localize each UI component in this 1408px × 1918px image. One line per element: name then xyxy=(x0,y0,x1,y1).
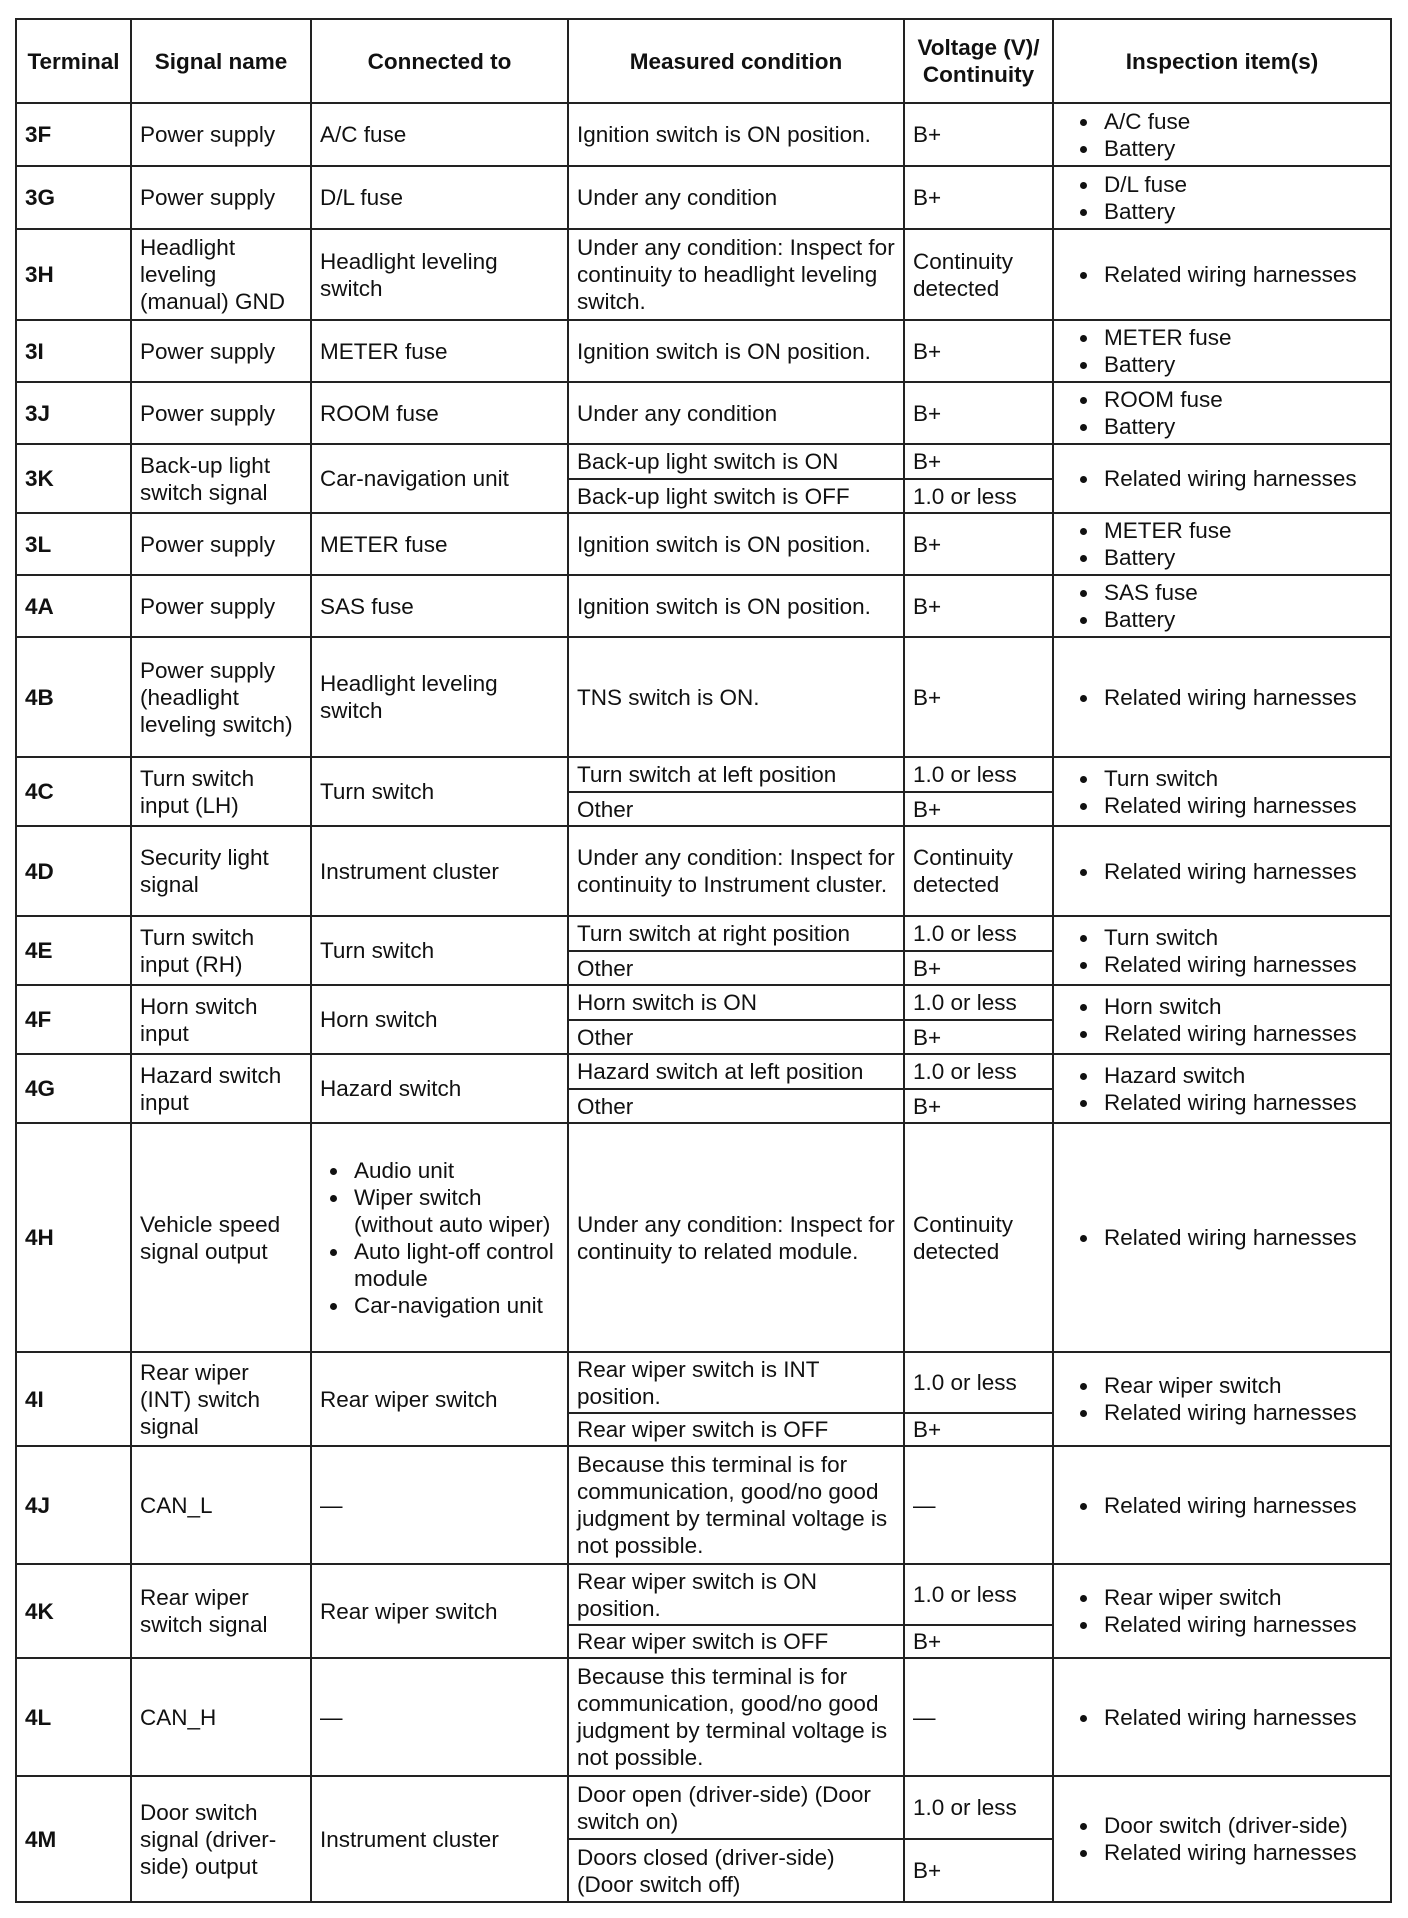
table-row xyxy=(16,1054,1391,1089)
inspection-item: • Related wiring harnesses xyxy=(1100,951,1384,978)
voltage-cell: 1.0 or less xyxy=(904,1564,1053,1625)
terminal-cell: 3G xyxy=(16,166,131,229)
table-row xyxy=(16,513,1391,575)
signal-name-cell: Power supply xyxy=(131,166,311,229)
connected-to-cell: Turn switch xyxy=(311,916,568,985)
inspection-cell xyxy=(1053,575,1391,637)
signal-name-cell: CAN_L xyxy=(131,1446,311,1564)
inspection-item: • Related wiring harnesses xyxy=(1100,1492,1384,1519)
voltage-cell: B+ xyxy=(904,1089,1053,1123)
connected-to-cell: ROOM fuse xyxy=(311,382,568,444)
inspection-cell xyxy=(1053,320,1391,382)
header-connected-to: Connected to xyxy=(311,19,568,103)
inspection-cell xyxy=(1053,1123,1391,1352)
inspection-cell xyxy=(1053,985,1391,1054)
measured-condition-cell: Door open (driver-side) (Door switch on) xyxy=(568,1776,904,1839)
measured-condition-cell: Ignition switch is ON position. xyxy=(568,103,904,166)
voltage-cell: B+ xyxy=(904,792,1053,826)
table-row xyxy=(16,1564,1391,1625)
connected-to-item: • Auto light-off control module xyxy=(350,1238,561,1292)
voltage-cell: B+ xyxy=(904,951,1053,985)
measured-condition-cell: Ignition switch is ON position. xyxy=(568,575,904,637)
connected-to-cell xyxy=(311,1123,568,1352)
signal-name-cell: Door switch signal (driver-side) output xyxy=(131,1776,311,1902)
table-row xyxy=(16,103,1391,166)
terminal-table-container xyxy=(15,18,1390,1903)
connected-to-cell: Turn switch xyxy=(311,757,568,826)
inspection-item: • ROOM fuse xyxy=(1100,386,1384,413)
inspection-item: • Battery xyxy=(1100,135,1384,162)
signal-name-cell: Rear wiper switch signal xyxy=(131,1564,311,1658)
inspection-item: • Related wiring harnesses xyxy=(1100,684,1384,711)
table-row xyxy=(16,1658,1391,1776)
connected-to-cell: Rear wiper switch xyxy=(311,1352,568,1446)
inspection-item: • SAS fuse xyxy=(1100,579,1384,606)
measured-condition-cell: Rear wiper switch is ON position. xyxy=(568,1564,904,1625)
terminal-cell: 3H xyxy=(16,229,131,320)
connected-to-item: • Car-navigation unit xyxy=(350,1292,561,1319)
signal-name-cell: Rear wiper (INT) switch signal xyxy=(131,1352,311,1446)
connected-to-cell: Instrument cluster xyxy=(311,1776,568,1902)
inspection-cell xyxy=(1053,229,1391,320)
signal-name-cell: Power supply xyxy=(131,513,311,575)
inspection-item: • Turn switch xyxy=(1100,765,1384,792)
inspection-cell xyxy=(1053,757,1391,826)
voltage-cell: B+ xyxy=(904,1413,1053,1446)
measured-condition-cell: Rear wiper switch is OFF xyxy=(568,1625,904,1658)
measured-condition-cell: Back-up light switch is ON xyxy=(568,444,904,479)
terminal-cell: 4H xyxy=(16,1123,131,1352)
header-measured-condition: Measured condition xyxy=(568,19,904,103)
signal-name-cell: Hazard switch input xyxy=(131,1054,311,1123)
voltage-cell: B+ xyxy=(904,575,1053,637)
signal-name-cell: Power supply xyxy=(131,320,311,382)
connected-to-cell: Horn switch xyxy=(311,985,568,1054)
terminal-cell: 4E xyxy=(16,916,131,985)
table-row xyxy=(16,757,1391,792)
terminal-voltage-table xyxy=(15,18,1392,1903)
connected-to-cell: Rear wiper switch xyxy=(311,1564,568,1658)
measured-condition-cell: Because this terminal is for communication, good/no good judgment by terminal voltage is not possible. xyxy=(568,1658,904,1776)
voltage-cell: B+ xyxy=(904,103,1053,166)
terminal-cell: 3L xyxy=(16,513,131,575)
voltage-cell: 1.0 or less xyxy=(904,757,1053,792)
measured-condition-cell: TNS switch is ON. xyxy=(568,637,904,757)
signal-name-cell: Back-up light switch signal xyxy=(131,444,311,513)
voltage-cell: 1.0 or less xyxy=(904,1054,1053,1089)
terminal-cell: 3J xyxy=(16,382,131,444)
connected-to-cell: Headlight leveling switch xyxy=(311,637,568,757)
inspection-item: • Related wiring harnesses xyxy=(1100,1399,1384,1426)
voltage-cell: B+ xyxy=(904,1020,1053,1054)
inspection-item: • Related wiring harnesses xyxy=(1100,858,1384,885)
inspection-item: • Related wiring harnesses xyxy=(1100,1224,1384,1251)
measured-condition-cell: Under any condition xyxy=(568,382,904,444)
table-row xyxy=(16,1352,1391,1413)
table-row xyxy=(16,916,1391,951)
signal-name-cell: Power supply xyxy=(131,103,311,166)
inspection-item: • Battery xyxy=(1100,413,1384,440)
inspection-item: • Related wiring harnesses xyxy=(1100,1704,1384,1731)
measured-condition-cell: Because this terminal is for communication, good/no good judgment by terminal voltage is not possible. xyxy=(568,1446,904,1564)
measured-condition-cell: Other xyxy=(568,1020,904,1054)
terminal-cell: 4F xyxy=(16,985,131,1054)
connected-to-cell: Headlight leveling switch xyxy=(311,229,568,320)
terminal-cell: 3I xyxy=(16,320,131,382)
inspection-item: • Rear wiper switch xyxy=(1100,1372,1384,1399)
measured-condition-cell: Ignition switch is ON position. xyxy=(568,513,904,575)
measured-condition-cell: Under any condition xyxy=(568,166,904,229)
inspection-cell xyxy=(1053,1564,1391,1658)
terminal-cell: 4I xyxy=(16,1352,131,1446)
inspection-item: • Hazard switch xyxy=(1100,1062,1384,1089)
table-row xyxy=(16,826,1391,916)
inspection-item: • A/C fuse xyxy=(1100,108,1384,135)
header-signal-name: Signal name xyxy=(131,19,311,103)
measured-condition-cell: Other xyxy=(568,1089,904,1123)
measured-condition-cell: Ignition switch is ON position. xyxy=(568,320,904,382)
measured-condition-cell: Turn switch at right position xyxy=(568,916,904,951)
inspection-cell xyxy=(1053,1352,1391,1446)
inspection-cell xyxy=(1053,1446,1391,1564)
inspection-item: • Battery xyxy=(1100,198,1384,225)
inspection-cell xyxy=(1053,637,1391,757)
inspection-cell xyxy=(1053,166,1391,229)
inspection-item: • Battery xyxy=(1100,544,1384,571)
signal-name-cell: Turn switch input (LH) xyxy=(131,757,311,826)
inspection-item: • Related wiring harnesses xyxy=(1100,465,1384,492)
connected-to-cell: D/L fuse xyxy=(311,166,568,229)
header-voltage-continuity: Voltage (V)/ Continuity xyxy=(904,19,1053,103)
connected-to-item: • Audio unit xyxy=(350,1157,561,1184)
table-row xyxy=(16,382,1391,444)
inspection-item: • Rear wiper switch xyxy=(1100,1584,1384,1611)
terminal-cell: 4K xyxy=(16,1564,131,1658)
header-row xyxy=(16,19,1391,103)
voltage-cell: 1.0 or less xyxy=(904,916,1053,951)
voltage-cell: — xyxy=(904,1658,1053,1776)
connected-to-cell: — xyxy=(311,1446,568,1564)
header-terminal: Terminal xyxy=(16,19,131,103)
terminal-cell: 4B xyxy=(16,637,131,757)
inspection-cell xyxy=(1053,382,1391,444)
table-row xyxy=(16,575,1391,637)
terminal-cell: 3K xyxy=(16,444,131,513)
inspection-item: • Door switch (driver-side) xyxy=(1100,1812,1384,1839)
table-row xyxy=(16,1446,1391,1564)
table-row xyxy=(16,444,1391,479)
inspection-item: • Related wiring harnesses xyxy=(1100,1611,1384,1638)
measured-condition-cell: Hazard switch at left position xyxy=(568,1054,904,1089)
connected-to-cell: — xyxy=(311,1658,568,1776)
measured-condition-cell: Under any condition: Inspect for continuity to headlight leveling switch. xyxy=(568,229,904,320)
voltage-cell: 1.0 or less xyxy=(904,1776,1053,1839)
table-row xyxy=(16,985,1391,1020)
connected-to-cell: Car-navigation unit xyxy=(311,444,568,513)
signal-name-cell: Vehicle speed signal output xyxy=(131,1123,311,1352)
signal-name-cell: Power supply xyxy=(131,382,311,444)
table-row xyxy=(16,1123,1391,1352)
table-row xyxy=(16,320,1391,382)
signal-name-cell: Power supply xyxy=(131,575,311,637)
table-row xyxy=(16,637,1391,757)
inspection-item: • Battery xyxy=(1100,606,1384,633)
voltage-cell: Continuity detected xyxy=(904,826,1053,916)
voltage-cell: B+ xyxy=(904,1839,1053,1902)
signal-name-cell: Turn switch input (RH) xyxy=(131,916,311,985)
measured-condition-cell: Rear wiper switch is OFF xyxy=(568,1413,904,1446)
table-row xyxy=(16,166,1391,229)
terminal-cell: 4G xyxy=(16,1054,131,1123)
inspection-cell xyxy=(1053,916,1391,985)
inspection-cell xyxy=(1053,513,1391,575)
signal-name-cell: CAN_H xyxy=(131,1658,311,1776)
voltage-cell: B+ xyxy=(904,1625,1053,1658)
voltage-cell: — xyxy=(904,1446,1053,1564)
inspection-item: • Related wiring harnesses xyxy=(1100,261,1384,288)
measured-condition-cell: Horn switch is ON xyxy=(568,985,904,1020)
terminal-cell: 4A xyxy=(16,575,131,637)
measured-condition-cell: Turn switch at left position xyxy=(568,757,904,792)
voltage-cell: 1.0 or less xyxy=(904,479,1053,513)
connected-to-cell: METER fuse xyxy=(311,513,568,575)
inspection-item: • Related wiring harnesses xyxy=(1100,1839,1384,1866)
measured-condition-cell: Other xyxy=(568,792,904,826)
measured-condition-cell: Doors closed (driver-side) (Door switch off) xyxy=(568,1839,904,1902)
inspection-item: • Related wiring harnesses xyxy=(1100,1020,1384,1047)
measured-condition-cell: Rear wiper switch is INT position. xyxy=(568,1352,904,1413)
connected-to-cell: A/C fuse xyxy=(311,103,568,166)
connected-to-cell: SAS fuse xyxy=(311,575,568,637)
inspection-cell xyxy=(1053,1054,1391,1123)
connected-to-cell: METER fuse xyxy=(311,320,568,382)
voltage-cell: B+ xyxy=(904,166,1053,229)
voltage-cell: 1.0 or less xyxy=(904,985,1053,1020)
inspection-item: • Battery xyxy=(1100,351,1384,378)
signal-name-cell: Headlight leveling (manual) GND xyxy=(131,229,311,320)
inspection-item: • Related wiring harnesses xyxy=(1100,1089,1384,1116)
voltage-cell: B+ xyxy=(904,320,1053,382)
inspection-item: • METER fuse xyxy=(1100,517,1384,544)
connected-to-cell: Instrument cluster xyxy=(311,826,568,916)
voltage-cell: Continuity detected xyxy=(904,229,1053,320)
signal-name-cell: Horn switch input xyxy=(131,985,311,1054)
connected-to-cell: Hazard switch xyxy=(311,1054,568,1123)
voltage-cell: B+ xyxy=(904,382,1053,444)
measured-condition-cell: Back-up light switch is OFF xyxy=(568,479,904,513)
inspection-cell xyxy=(1053,826,1391,916)
terminal-cell: 4D xyxy=(16,826,131,916)
inspection-cell xyxy=(1053,1658,1391,1776)
inspection-item: • Turn switch xyxy=(1100,924,1384,951)
inspection-item: • Related wiring harnesses xyxy=(1100,792,1384,819)
voltage-cell: B+ xyxy=(904,444,1053,479)
terminal-cell: 4L xyxy=(16,1658,131,1776)
inspection-item: • METER fuse xyxy=(1100,324,1384,351)
connected-to-item: • Wiper switch (without auto wiper) xyxy=(350,1184,561,1238)
inspection-cell xyxy=(1053,444,1391,513)
voltage-cell: 1.0 or less xyxy=(904,1352,1053,1413)
inspection-cell xyxy=(1053,103,1391,166)
measured-condition-cell: Other xyxy=(568,951,904,985)
inspection-item: • Horn switch xyxy=(1100,993,1384,1020)
terminal-cell: 4M xyxy=(16,1776,131,1902)
voltage-cell: B+ xyxy=(904,513,1053,575)
measured-condition-cell: Under any condition: Inspect for continuity to related module. xyxy=(568,1123,904,1352)
terminal-cell: 4J xyxy=(16,1446,131,1564)
measured-condition-cell: Under any condition: Inspect for continuity to Instrument cluster. xyxy=(568,826,904,916)
inspection-item: • D/L fuse xyxy=(1100,171,1384,198)
inspection-cell xyxy=(1053,1776,1391,1902)
table-row xyxy=(16,229,1391,320)
voltage-cell: Continuity detected xyxy=(904,1123,1053,1352)
table-row xyxy=(16,1776,1391,1839)
header-inspection-items: Inspection item(s) xyxy=(1053,19,1391,103)
signal-name-cell: Security light signal xyxy=(131,826,311,916)
voltage-cell: B+ xyxy=(904,637,1053,757)
terminal-cell: 3F xyxy=(16,103,131,166)
terminal-cell: 4C xyxy=(16,757,131,826)
signal-name-cell: Power supply (headlight leveling switch) xyxy=(131,637,311,757)
